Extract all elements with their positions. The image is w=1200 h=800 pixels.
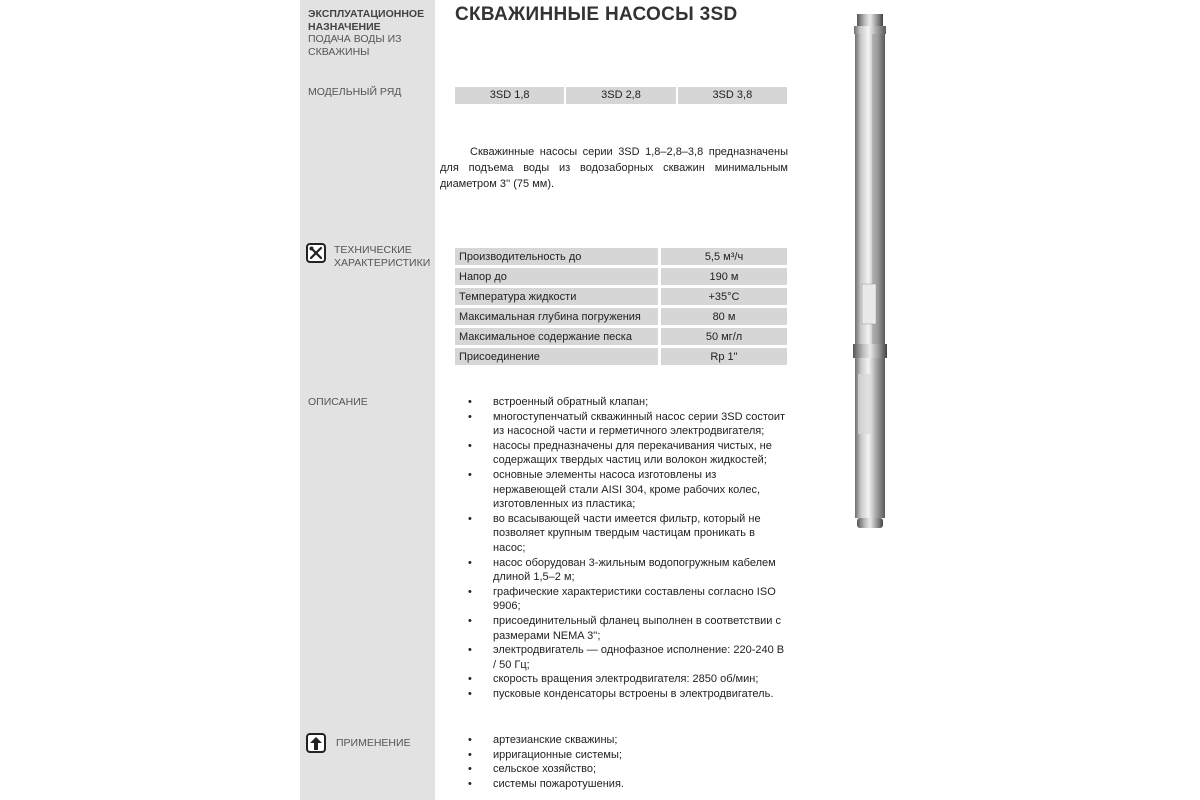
list-item: • многоступенчатый скважинный насос серии 3SD состоит из насосной части и герметичного электродвигателя; xyxy=(468,410,790,439)
list-item: • ирригационные системы; xyxy=(468,748,790,763)
spec-row xyxy=(455,328,787,345)
list-item: • системы пожаротушения. xyxy=(468,777,790,792)
list-item: • встроенный обратный клапан; xyxy=(468,395,790,410)
purpose-heading: ЭКСПЛУАТАЦИОННОЕ НАЗНАЧЕНИЕ xyxy=(308,8,425,33)
list-item: • во всасывающей части имеется фильтр, который не позволяет крупным твердым частицам проникать в насос; xyxy=(468,512,790,556)
pump-image xyxy=(850,14,890,530)
list-item: • артезианские скважины; xyxy=(468,733,790,748)
application-label: ПРИМЕНЕНИЕ xyxy=(336,737,411,749)
list-item: • присоединительный фланец выполнен в соответствии с размерами NEMA 3''; xyxy=(468,614,790,643)
description-label: ОПИСАНИЕ xyxy=(308,396,368,408)
spec-label: Производительность до xyxy=(455,248,658,265)
model-range-row xyxy=(455,87,787,104)
spec-row xyxy=(455,268,787,285)
spec-label: Температура жидкости xyxy=(455,288,658,305)
wrench-screwdriver-icon xyxy=(306,243,326,263)
spec-value: 190 м xyxy=(658,268,787,285)
arrow-up-icon xyxy=(306,733,326,753)
application-list xyxy=(468,733,790,791)
list-item: • скорость вращения электродвигателя: 2850 об/мин; xyxy=(468,672,790,687)
list-item: • электродвигатель — однофазное исполнение: 220-240 В / 50 Гц; xyxy=(468,643,790,672)
list-item: • основные элементы насоса изготовлены из нержавеющей стали AISI 304, кроме рабочих колес, изготовленных из пластика; xyxy=(468,468,790,512)
model-cell: 3SD 1,8 xyxy=(455,87,564,104)
spec-row xyxy=(455,348,787,365)
spec-value: Rp 1" xyxy=(658,348,787,365)
spec-label: Присоединение xyxy=(455,348,658,365)
list-item: • пусковые конденсаторы встроены в электродвигатель. xyxy=(468,687,790,702)
spec-value: 5,5 м³/ч xyxy=(658,248,787,265)
model-cell: 3SD 3,8 xyxy=(678,87,787,104)
spec-value: +35°С xyxy=(658,288,787,305)
spec-row xyxy=(455,308,787,325)
list-item: • графические характеристики составлены согласно ISO 9906; xyxy=(468,585,790,614)
specs-table xyxy=(455,245,787,368)
spec-row xyxy=(455,248,787,265)
list-item: • насосы предназначены для перекачивания чистых, не содержащих твердых частиц или волокон жидкостей; xyxy=(468,439,790,468)
spec-label: Напор до xyxy=(455,268,658,285)
purpose-text: ПОДАЧА ВОДЫ ИЗ СКВАЖИНЫ xyxy=(308,33,402,58)
tech-specs-label: ТЕХНИЧЕСКИЕ ХАРАКТЕРИСТИКИ xyxy=(334,244,431,269)
description-list xyxy=(468,395,790,701)
page-title: СКВАЖИННЫЕ НАСОСЫ 3SD xyxy=(455,4,738,25)
list-item: • насос оборудован 3-жильным водопогружным кабелем длиной 1,5–2 м; xyxy=(468,556,790,585)
model-range-label: МОДЕЛЬНЫЙ РЯД xyxy=(308,86,402,98)
list-item: • сельское хозяйство; xyxy=(468,762,790,777)
spec-label: Максимальное содержание песка xyxy=(455,328,658,345)
spec-label: Максимальная глубина погружения xyxy=(455,308,658,325)
spec-value: 50 мг/л xyxy=(658,328,787,345)
intro-paragraph: Скважинные насосы серии 3SD 1,8–2,8–3,8 предназначены для подъема воды из водозаборных скважин минимальным диаметром 3'' (75 мм). xyxy=(440,146,788,190)
spec-row xyxy=(455,288,787,305)
model-cell: 3SD 2,8 xyxy=(566,87,675,104)
spec-value: 80 м xyxy=(658,308,787,325)
